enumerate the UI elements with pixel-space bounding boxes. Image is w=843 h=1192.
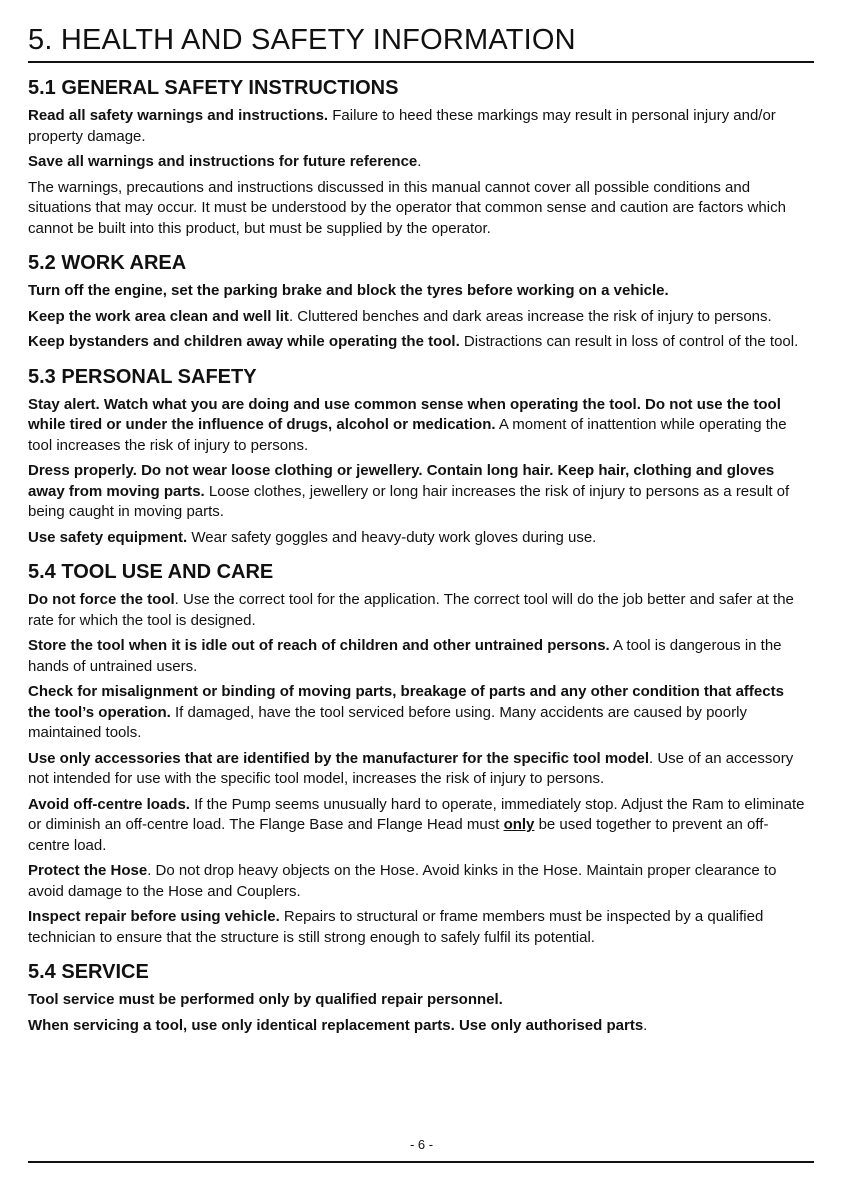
paragraph <box>28 281 808 302</box>
paragraph <box>28 990 808 1011</box>
paragraph-text: If the Pump seems unusually hard to operate, immediately stop. Adjust the Ram to eliminate or diminish an off-centre load. The Flange Base and Flange Head must <box>28 795 805 833</box>
paragraph <box>28 636 808 677</box>
bold-lead: Avoid off-centre loads. <box>28 795 190 813</box>
section-heading: 5.4 TOOL USE AND CARE <box>28 561 274 583</box>
bold-lead: Check for misalignment or binding of moving parts, breakage of parts and any other condition that affects the tool’s operation. <box>28 683 784 721</box>
bold-lead: When servicing a tool, use only identical replacement parts. Use only authorised parts <box>28 1016 644 1034</box>
paragraph-text: . Use of an accessory not intended for use with the specific tool model, increases the risk of injury to persons. <box>28 749 794 787</box>
paragraph <box>28 861 808 902</box>
paragraph-text: Wear safety goggles and heavy-duty work gloves during use. <box>187 528 597 546</box>
page-header <box>28 0 815 58</box>
paragraph <box>28 795 808 857</box>
paragraph <box>28 907 808 948</box>
section-personal-safety <box>28 365 808 549</box>
bold-lead: Use safety equipment. <box>28 528 188 546</box>
section-heading: 5.1 GENERAL SAFETY INSTRUCTIONS <box>28 77 399 99</box>
bold-lead: Read all safety warnings and instructions. <box>28 107 329 124</box>
bold-lead: Stay alert. Watch what you are doing and use common sense when operating the tool. Do not use the tool while tired or under the influence of drugs, alcohol or medication. <box>28 395 781 433</box>
bold-lead: Save all warnings and instructions for future reference <box>28 153 418 170</box>
paragraph <box>28 1016 808 1037</box>
page-number: - 6 - <box>409 1137 434 1152</box>
paragraph-text: Distractions can result in loss of control of the tool. <box>459 333 799 350</box>
paragraph <box>28 178 808 240</box>
paragraph <box>28 682 808 744</box>
bold-lead: Inspect repair before using vehicle. <box>28 908 280 925</box>
bold-lead: Store the tool when it is idle out of reach of children and other untrained persons. <box>28 637 610 654</box>
paragraph <box>28 590 808 631</box>
section-service <box>28 960 808 1036</box>
paragraph-text: A tool is dangerous in the hands of untrained users. <box>28 637 782 675</box>
paragraph-text: Repairs to structural or frame members must be inspected by a qualified technician to ensure that the structure is still strong enough to safely fulfil its potential. <box>28 908 764 946</box>
bold-lead: Turn off the engine, set the parking brake and block the tyres before working on a vehicle. <box>28 282 669 299</box>
header-divider <box>28 61 814 63</box>
document-body <box>28 76 808 1048</box>
paragraph-text: . <box>643 1016 648 1034</box>
paragraph-text: be used together to prevent an off-centre load. <box>28 816 769 854</box>
paragraph <box>28 106 808 147</box>
section-tool-use-care <box>28 560 808 948</box>
paragraph <box>28 749 808 790</box>
paragraph-text: . <box>417 153 422 170</box>
paragraph-text: If damaged, have the tool serviced before using. Many accidents are caused by poorly maintained tools. <box>28 703 747 741</box>
paragraph-text: The warnings, precautions and instructions discussed in this manual cannot cover all possible conditions and situations that may occur. It must be understood by the operator that common sense and caution are factors which cannot be built into this product, but must be supplied by the operator. <box>28 178 786 237</box>
paragraph <box>28 332 808 353</box>
section-heading: 5.2 WORK AREA <box>28 252 187 274</box>
footer-divider <box>28 1161 814 1163</box>
section-heading: 5.3 PERSONAL SAFETY <box>28 365 257 388</box>
bold-lead: Keep the work area clean and well lit <box>28 307 289 325</box>
paragraph <box>28 395 808 457</box>
paragraph <box>28 528 808 549</box>
section-general-safety <box>28 76 808 239</box>
paragraph-text: . Use the correct tool for the application. The correct tool will do the job better and safer at the rate for which the tool is designed. <box>28 591 794 629</box>
bold-lead: Keep bystanders and children away while operating the tool. <box>28 333 460 350</box>
paragraph-text: A moment of inattention while operating the tool increases the risk of injury to persons. <box>28 416 787 454</box>
bold-lead: Protect the Hose <box>28 862 148 879</box>
bold-lead: Tool service must be performed only by qualified repair personnel. <box>28 991 503 1008</box>
bold-lead: Dress properly. Do not wear loose clothing or jewellery. Contain long hair. Keep hair, clothing and gloves away from moving parts. <box>28 462 775 500</box>
paragraph-text: Failure to heed these markings may result in personal injury and/or property damage. <box>28 107 776 145</box>
paragraph <box>28 461 808 523</box>
underlined-emphasis: only <box>503 816 535 833</box>
section-work-area <box>28 251 808 353</box>
bold-lead: Do not force the tool <box>28 591 175 608</box>
section-heading: 5.4 SERVICE <box>28 961 149 983</box>
paragraph-text: . Cluttered benches and dark areas increase the risk of injury to persons. <box>288 307 772 325</box>
page-title: 5. HEALTH AND SAFETY INFORMATION <box>28 24 576 56</box>
paragraph <box>28 307 808 328</box>
paragraph-text: . Do not drop heavy objects on the Hose. Avoid kinks in the Hose. Maintain proper clearance to avoid damage to the Hose and Couplers. <box>28 862 777 900</box>
paragraph <box>28 152 808 173</box>
bold-lead: Use only accessories that are identified by the manufacturer for the specific tool model <box>28 749 649 767</box>
paragraph-text: Loose clothes, jewellery or long hair increases the risk of injury to persons as a result of being caught in moving parts. <box>28 482 790 520</box>
